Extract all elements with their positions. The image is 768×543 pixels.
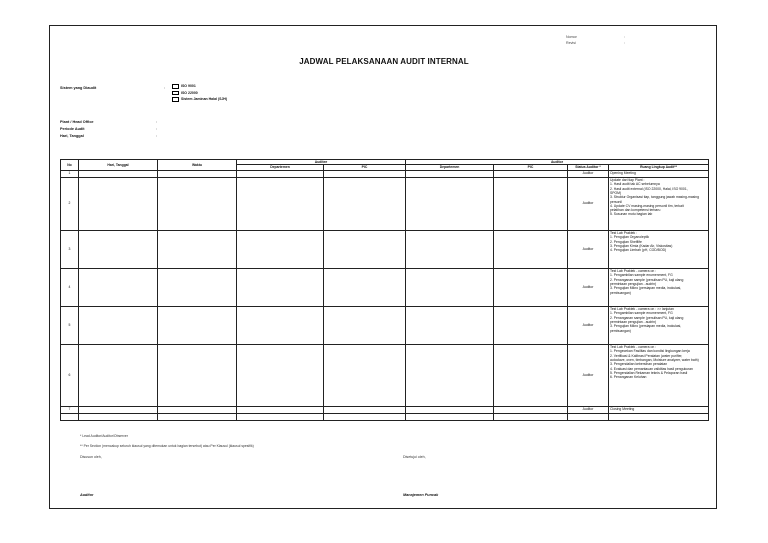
cell-auditor-dept[interactable]	[406, 230, 494, 268]
cell-scope[interactable]	[609, 177, 709, 230]
header-time: Waktu	[158, 160, 237, 171]
meta-label: Revisi	[566, 41, 576, 46]
scope-line: 6. Penanganan Keluhan	[610, 375, 647, 380]
cell-auditee-dept[interactable]	[237, 268, 324, 306]
scope-line: 2. Pengujian Shelflife	[610, 239, 642, 244]
cell-time[interactable]	[158, 306, 237, 344]
cell-auditee-pic[interactable]	[324, 170, 406, 177]
header-auditor-dept: Departemen	[406, 165, 494, 170]
scope-line: Test Lab Praktek :	[610, 231, 638, 236]
cell-date[interactable]	[79, 406, 158, 413]
scope-line: Closing Meeting	[610, 407, 635, 412]
footnote: ** Per Section (mencakup seluruh klausul yang ditemukan untuk bagian tersebut) atau Per Klausul (klausul spesifik)	[80, 444, 254, 448]
option-label: ISO 22000	[181, 90, 198, 95]
scope-line: Test Lab Praktek - camera on :	[610, 269, 657, 274]
scope-line: 3. Pengendalian kebersihan peralatan	[610, 362, 668, 367]
cell-scope[interactable]	[609, 344, 709, 406]
scope-line: Test Lab Praktek - camera on : >> lanjutan	[610, 307, 674, 312]
cell-no[interactable]: 3	[61, 230, 79, 268]
cell-auditee-pic[interactable]	[324, 230, 406, 268]
cell-time[interactable]	[158, 344, 237, 406]
option-label: Sistem Jaminan Halal (SJH)	[181, 97, 228, 102]
cell-date[interactable]	[79, 344, 158, 406]
header-auditee-dept: Departemen	[237, 165, 324, 170]
cell-auditee-dept[interactable]	[237, 406, 324, 413]
option-sjh[interactable]	[172, 96, 227, 103]
scope-line: 4. Update CV masing-masing personil tim, terkait	[610, 203, 684, 208]
checkbox[interactable]	[172, 97, 179, 102]
option-iso-9001[interactable]	[172, 83, 227, 90]
cell-time[interactable]	[158, 170, 237, 177]
cell-scope[interactable]	[609, 306, 709, 344]
cell-auditor-pic[interactable]	[494, 177, 568, 230]
cell-auditor-dept[interactable]	[406, 177, 494, 230]
option-iso-22000[interactable]	[172, 90, 227, 97]
table-row	[61, 268, 709, 306]
header-no: No	[61, 160, 79, 171]
table-row	[61, 306, 709, 344]
scope-line: pembuangan)	[610, 328, 631, 333]
cell-auditor-pic[interactable]	[494, 413, 568, 420]
cell-date[interactable]	[79, 268, 158, 306]
cell-auditor-dept[interactable]	[406, 344, 494, 406]
cell-auditee-dept[interactable]	[237, 413, 324, 420]
table-row	[61, 230, 709, 268]
scope-line: Test Lab Praktek - camera on :	[610, 345, 657, 350]
schedule-table	[60, 159, 709, 421]
meta-label: Nomor	[566, 35, 577, 39]
cell-status[interactable]: Auditor	[568, 306, 609, 344]
cell-no[interactable]: 2	[61, 177, 79, 230]
cell-no[interactable]: 6	[61, 344, 79, 406]
scope-line: autoclave, oven, timbangan, Moisture analyzer, water bath)	[610, 357, 699, 362]
cell-time[interactable]	[158, 177, 237, 230]
footnote: * Lead Auditor/Auditor/Observer	[80, 434, 128, 438]
cell-date[interactable]	[79, 177, 158, 230]
scope-line: 3. Pengujian Mikro (persiapan media, inokulasi,	[610, 286, 682, 291]
scope-line: 2. Verifikasi & Kalibrasi Peralatan (water purifier,	[610, 353, 683, 358]
cell-scope[interactable]	[609, 230, 709, 268]
scope-line: 4. Evaluasi dan pemantauan validitas hasil pengukuran	[610, 366, 693, 371]
meta-value: :	[624, 35, 625, 39]
scope-line: 5. Susunan mutu bagian lab	[610, 212, 653, 217]
meta-row-revisi	[566, 40, 625, 46]
checkbox[interactable]	[172, 91, 179, 96]
prepared-by-role: Auditor	[80, 493, 94, 497]
cell-scope[interactable]	[609, 170, 709, 177]
cell-auditor-pic[interactable]	[494, 306, 568, 344]
scope-line: 1. Hasil audit tak AC sebelumnya	[610, 182, 660, 187]
cell-auditor-dept[interactable]	[406, 306, 494, 344]
header-auditee-pic: PIC	[324, 165, 406, 170]
table-row	[61, 344, 709, 406]
cell-auditor-pic[interactable]	[494, 406, 568, 413]
cell-no[interactable]: 4	[61, 268, 79, 306]
scope-line: 4. Pengujian Limbah (pH, COD/BOD)	[610, 248, 667, 253]
checkbox[interactable]	[172, 84, 179, 89]
scope-line: personil	[610, 199, 622, 204]
scope-line: 1. Pengecekan Fasilitas dan kondisi lingkungan kerja	[610, 349, 690, 354]
cell-auditee-pic[interactable]	[324, 406, 406, 413]
scope-line: 1. Pengambilan sample enumenment, FG	[610, 311, 673, 316]
cell-auditor-pic[interactable]	[494, 230, 568, 268]
header-auditor-pic: PIC	[494, 165, 568, 170]
cell-date[interactable]	[79, 413, 158, 420]
cell-auditor-dept[interactable]	[406, 170, 494, 177]
document-meta	[566, 34, 625, 47]
cell-status[interactable]: Auditor	[568, 268, 609, 306]
table-row	[61, 413, 709, 420]
cell-auditee-dept[interactable]	[237, 230, 324, 268]
prepared-by-label: Disusun oleh,	[80, 455, 102, 459]
cell-auditor-pic[interactable]	[494, 344, 568, 406]
cell-scope[interactable]	[609, 406, 709, 413]
field-label-tanggal: Hari, Tanggal	[60, 134, 84, 138]
cell-status[interactable]: Auditor	[568, 406, 609, 413]
cell-auditor-dept[interactable]	[406, 406, 494, 413]
cell-time[interactable]	[158, 230, 237, 268]
scope-line: Update dari tiap Plant :	[610, 178, 645, 183]
cell-auditee-dept[interactable]	[237, 170, 324, 177]
cell-auditor-dept[interactable]	[406, 413, 494, 420]
scope-line: 3. Struktur Organisasi tiap, tanggung jawab masing-masing	[610, 195, 699, 200]
cell-no[interactable]: 7	[61, 406, 79, 413]
cell-scope[interactable]	[609, 413, 709, 420]
cell-date[interactable]	[79, 306, 158, 344]
scope-line: Opening Meeting	[610, 171, 636, 176]
scope-line: 1. Pengambilan sample enumenment, FG	[610, 273, 673, 278]
field-value-periode: :	[156, 127, 158, 131]
scope-line: pelatihan dan kompetensi terbaru	[610, 208, 661, 213]
cell-auditee-pic[interactable]	[324, 344, 406, 406]
footnotes	[80, 431, 254, 451]
cell-auditor-dept[interactable]	[406, 268, 494, 306]
cell-auditee-pic[interactable]	[324, 413, 406, 420]
scope-line: 3. Pengujian Kimia (Kadar Air, Viskositas)	[610, 243, 673, 248]
header-status: Status Auditor *	[568, 165, 609, 170]
cell-status[interactable]: Auditor	[568, 230, 609, 268]
scope-line: permintaan pengujian - audrin)	[610, 319, 657, 324]
cell-auditee-pic[interactable]	[324, 177, 406, 230]
table-row	[61, 170, 709, 177]
cell-no[interactable]	[61, 413, 79, 420]
scope-line: 2. Penanganan sample (penulisan PU, kaji ulang	[610, 277, 684, 282]
cell-auditee-dept[interactable]	[237, 177, 324, 230]
cell-auditee-dept[interactable]	[237, 306, 324, 344]
scope-line: 1. Pengujian Organoleptik	[610, 235, 650, 240]
table-row	[61, 177, 709, 230]
header-date: Hari, Tanggal	[79, 160, 158, 171]
scope-line: pembuangan)	[610, 290, 631, 295]
scope-line: permintaan pengujian - audrin)	[610, 281, 657, 286]
scope-line: 5. Pengendalian Rekaman teknis & Pelaporan hasil	[610, 370, 688, 375]
cell-no[interactable]: 1	[61, 170, 79, 177]
cell-status[interactable]: Auditor	[568, 170, 609, 177]
scope-line: 2. Hasil audit external (ISO 22000, Halal, ISO 9001,	[610, 186, 688, 191]
field-label-periode: Periode Audit	[60, 127, 85, 131]
cell-auditor-pic[interactable]	[494, 170, 568, 177]
cell-auditor-pic[interactable]	[494, 268, 568, 306]
field-value-plant: :	[156, 120, 158, 124]
cell-auditee-dept[interactable]	[237, 344, 324, 406]
cell-time[interactable]	[158, 406, 237, 413]
option-label: ISO 9001	[181, 84, 196, 89]
cell-status[interactable]	[568, 413, 609, 420]
cell-status[interactable]: Auditor	[568, 344, 609, 406]
cell-date[interactable]	[79, 170, 158, 177]
audited-system-options	[172, 83, 227, 103]
field-label-plant: Plant / Head Office	[60, 120, 94, 124]
audited-system-label: Sistem yang Diaudit	[60, 86, 97, 90]
scope-line: 3. Pengujian Mikro (persiapan media, inokulasi,	[610, 324, 682, 329]
scope-line: SPOM)	[610, 190, 622, 195]
cell-auditee-pic[interactable]	[324, 268, 406, 306]
header-scope: Ruang Lingkup Audit**	[609, 165, 709, 170]
header-auditor: Auditor	[406, 160, 709, 165]
cell-auditee-pic[interactable]	[324, 306, 406, 344]
cell-status[interactable]: Auditor	[568, 177, 609, 230]
field-value-tanggal: :	[156, 134, 158, 138]
approved-by-label: Disetujui oleh,	[403, 455, 426, 459]
cell-date[interactable]	[79, 230, 158, 268]
approved-by-role: Manajemen Puncak	[403, 493, 439, 497]
cell-time[interactable]	[158, 268, 237, 306]
meta-value: :	[624, 41, 625, 46]
scope-line: 2. Penanganan sample (penulisan PU, kaji ulang	[610, 315, 684, 320]
header-auditee: Auditee	[237, 160, 406, 165]
cell-scope[interactable]	[609, 268, 709, 306]
page-title: JADWAL PELAKSANAAN AUDIT INTERNAL	[299, 57, 469, 66]
cell-no[interactable]: 5	[61, 306, 79, 344]
table-row	[61, 406, 709, 413]
audited-system-colon: :	[164, 86, 166, 90]
cell-time[interactable]	[158, 413, 237, 420]
